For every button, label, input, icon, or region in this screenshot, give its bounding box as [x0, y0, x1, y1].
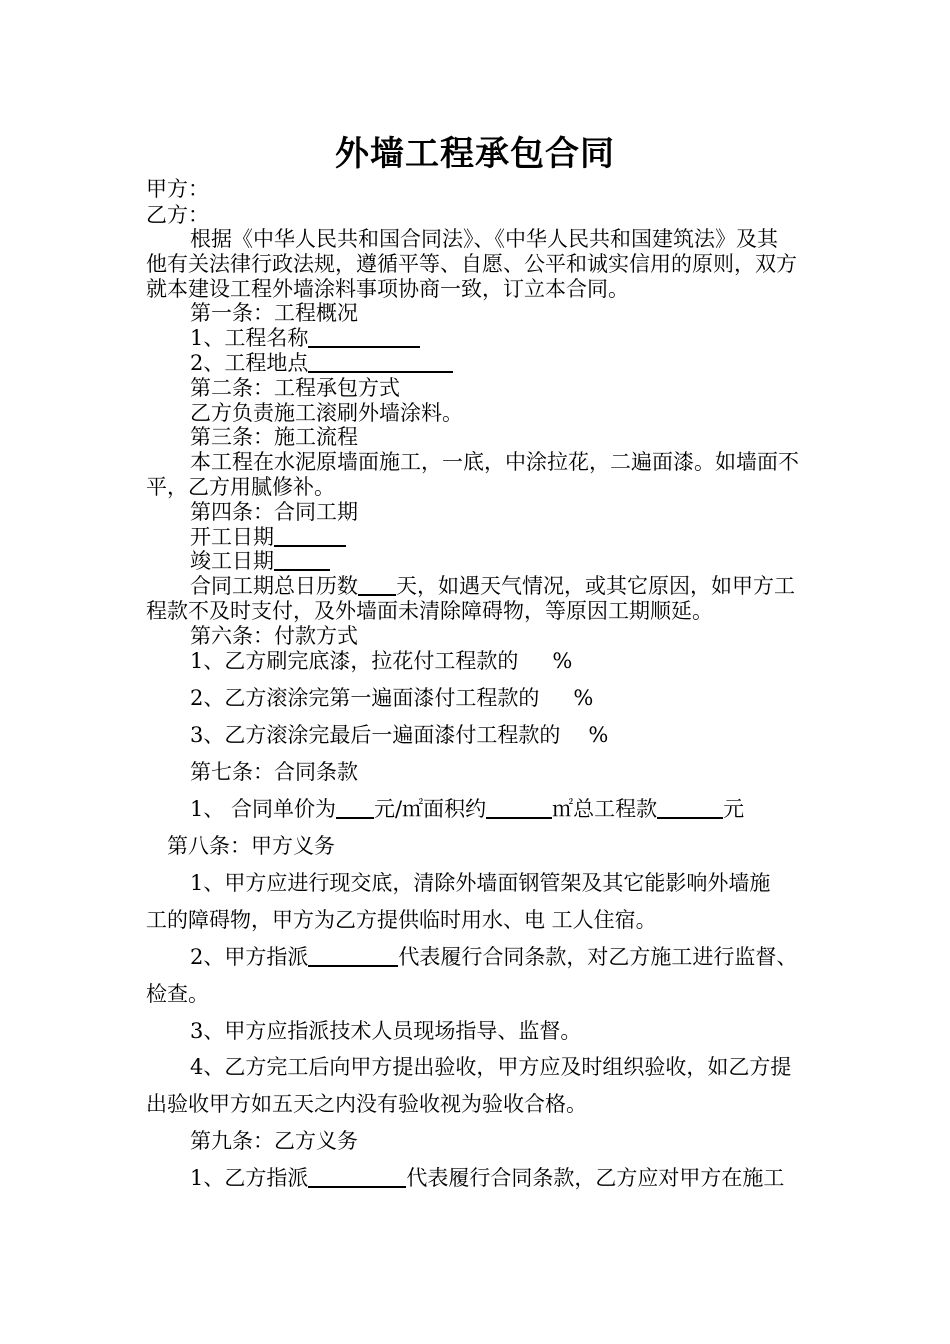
start-date-label: 开工日期: [190, 525, 274, 549]
party-b-duty-1-row: [190, 1165, 784, 1191]
unit-price-row: [190, 796, 744, 822]
party-a-duty-4-line-2: 出验收甲方如五天之内没有验收视为验收合格。: [146, 1092, 587, 1116]
article-1-heading: 第一条：工程概况: [190, 301, 358, 325]
end-date-row: [190, 548, 330, 574]
preamble-line-2: 他有关法律行政法规，遵循平等、自愿、公平和诚实信用的原则，双方: [146, 252, 797, 276]
payment-item-2-unit: %: [573, 686, 594, 710]
party-a-label: 甲方：: [146, 177, 209, 201]
project-site-blank[interactable]: [308, 351, 453, 373]
unit-price-text-4: 元: [723, 797, 745, 821]
article-3-line-2: 平，乙方用腻修补。: [146, 475, 335, 499]
project-name-blank[interactable]: [308, 326, 420, 348]
article-2-heading: 第二条：工程承包方式: [190, 376, 400, 400]
article-4-heading: 第四条：合同工期: [190, 500, 358, 524]
party-a-duty-2-text-a: 2、甲方指派: [190, 945, 309, 969]
duration-row: [190, 573, 795, 599]
duration-days-blank[interactable]: [358, 574, 396, 596]
article-3-heading: 第三条：施工流程: [190, 425, 358, 449]
start-date-row: [190, 524, 346, 550]
payment-item-3: [190, 722, 608, 748]
payment-item-3-unit: %: [588, 723, 609, 747]
start-date-blank[interactable]: [274, 525, 346, 547]
preamble-line-1: 根据《中华人民共和国合同法》、《中华人民共和国建筑法》及其: [190, 227, 778, 251]
end-date-label: 竣工日期: [190, 549, 274, 573]
duration-text-b: 天，如遇天气情况，或其它原因，如甲方工: [396, 574, 795, 598]
duration-line-2: 程款不及时支付，及外墙面未清除障碍物，等原因工期顺延。: [146, 599, 713, 623]
article-9-heading: 第九条：乙方义务: [190, 1129, 358, 1153]
party-a-duty-2-line-2: 检查。: [146, 982, 209, 1006]
project-name-row: [190, 325, 420, 351]
party-a-duty-4-line-1: 4、乙方完工后向甲方提出验收，甲方应及时组织验收，如乙方提: [190, 1055, 792, 1079]
party-a-representative-blank[interactable]: [308, 945, 398, 967]
document-title: 外墙工程承包合同: [335, 134, 615, 174]
unit-price-text-1: 1、 合同单价为: [190, 797, 337, 821]
area-blank[interactable]: [486, 797, 552, 819]
party-b-duty-1-text-a: 1、乙方指派: [190, 1166, 309, 1190]
project-site-row: [190, 350, 453, 376]
total-amount-blank[interactable]: [657, 797, 723, 819]
preamble-line-3: 就本建设工程外墙涂料事项协商一致，订立本合同。: [146, 277, 629, 301]
unit-price-text-3: ㎡总工程款: [552, 797, 658, 821]
party-a-duty-2-row: [190, 944, 797, 970]
project-site-label: 2、工程地点: [190, 351, 309, 375]
unit-price-blank[interactable]: [336, 797, 374, 819]
project-name-label: 1、工程名称: [190, 326, 309, 350]
party-b-duty-1-text-b: 代表履行合同条款，乙方应对甲方在施工: [406, 1166, 785, 1190]
payment-item-1-text: 1、乙方刷完底漆，拉花付工程款的: [190, 649, 519, 673]
duration-text-a: 合同工期总日历数: [190, 574, 358, 598]
payment-item-3-text: 3、乙方滚涂完最后一遍面漆付工程款的: [190, 723, 561, 747]
article-6-heading: 第六条：付款方式: [190, 624, 358, 648]
party-a-duty-1-line-2: 工的障碍物，甲方为乙方提供临时用水、电 工人住宿。: [146, 908, 657, 932]
article-3-line-1: 本工程在水泥原墙面施工，一底，中涂拉花，二遍面漆。如墙面不: [190, 450, 799, 474]
party-b-label: 乙方：: [146, 203, 209, 227]
unit-price-text-2: 元/㎡面积约: [374, 797, 487, 821]
article-2-text: 乙方负责施工滚刷外墙涂料。: [190, 401, 463, 425]
party-a-duty-2-text-b: 代表履行合同条款，对乙方施工进行监督、: [398, 945, 798, 969]
payment-item-2: [190, 685, 593, 711]
party-b-representative-blank[interactable]: [308, 1166, 406, 1188]
end-date-blank[interactable]: [274, 549, 330, 571]
payment-item-1: [190, 648, 572, 674]
payment-item-2-text: 2、乙方滚涂完第一遍面漆付工程款的: [190, 686, 540, 710]
article-8-heading: 第八条：甲方义务: [167, 834, 335, 858]
party-a-duty-3: 3、甲方应指派技术人员现场指导、监督。: [190, 1019, 582, 1043]
payment-item-1-unit: %: [552, 649, 573, 673]
article-7-heading: 第七条：合同条款: [190, 760, 358, 784]
party-a-duty-1-line-1: 1、甲方应进行现交底，清除外墙面钢管架及其它能影响外墙施: [190, 871, 771, 895]
